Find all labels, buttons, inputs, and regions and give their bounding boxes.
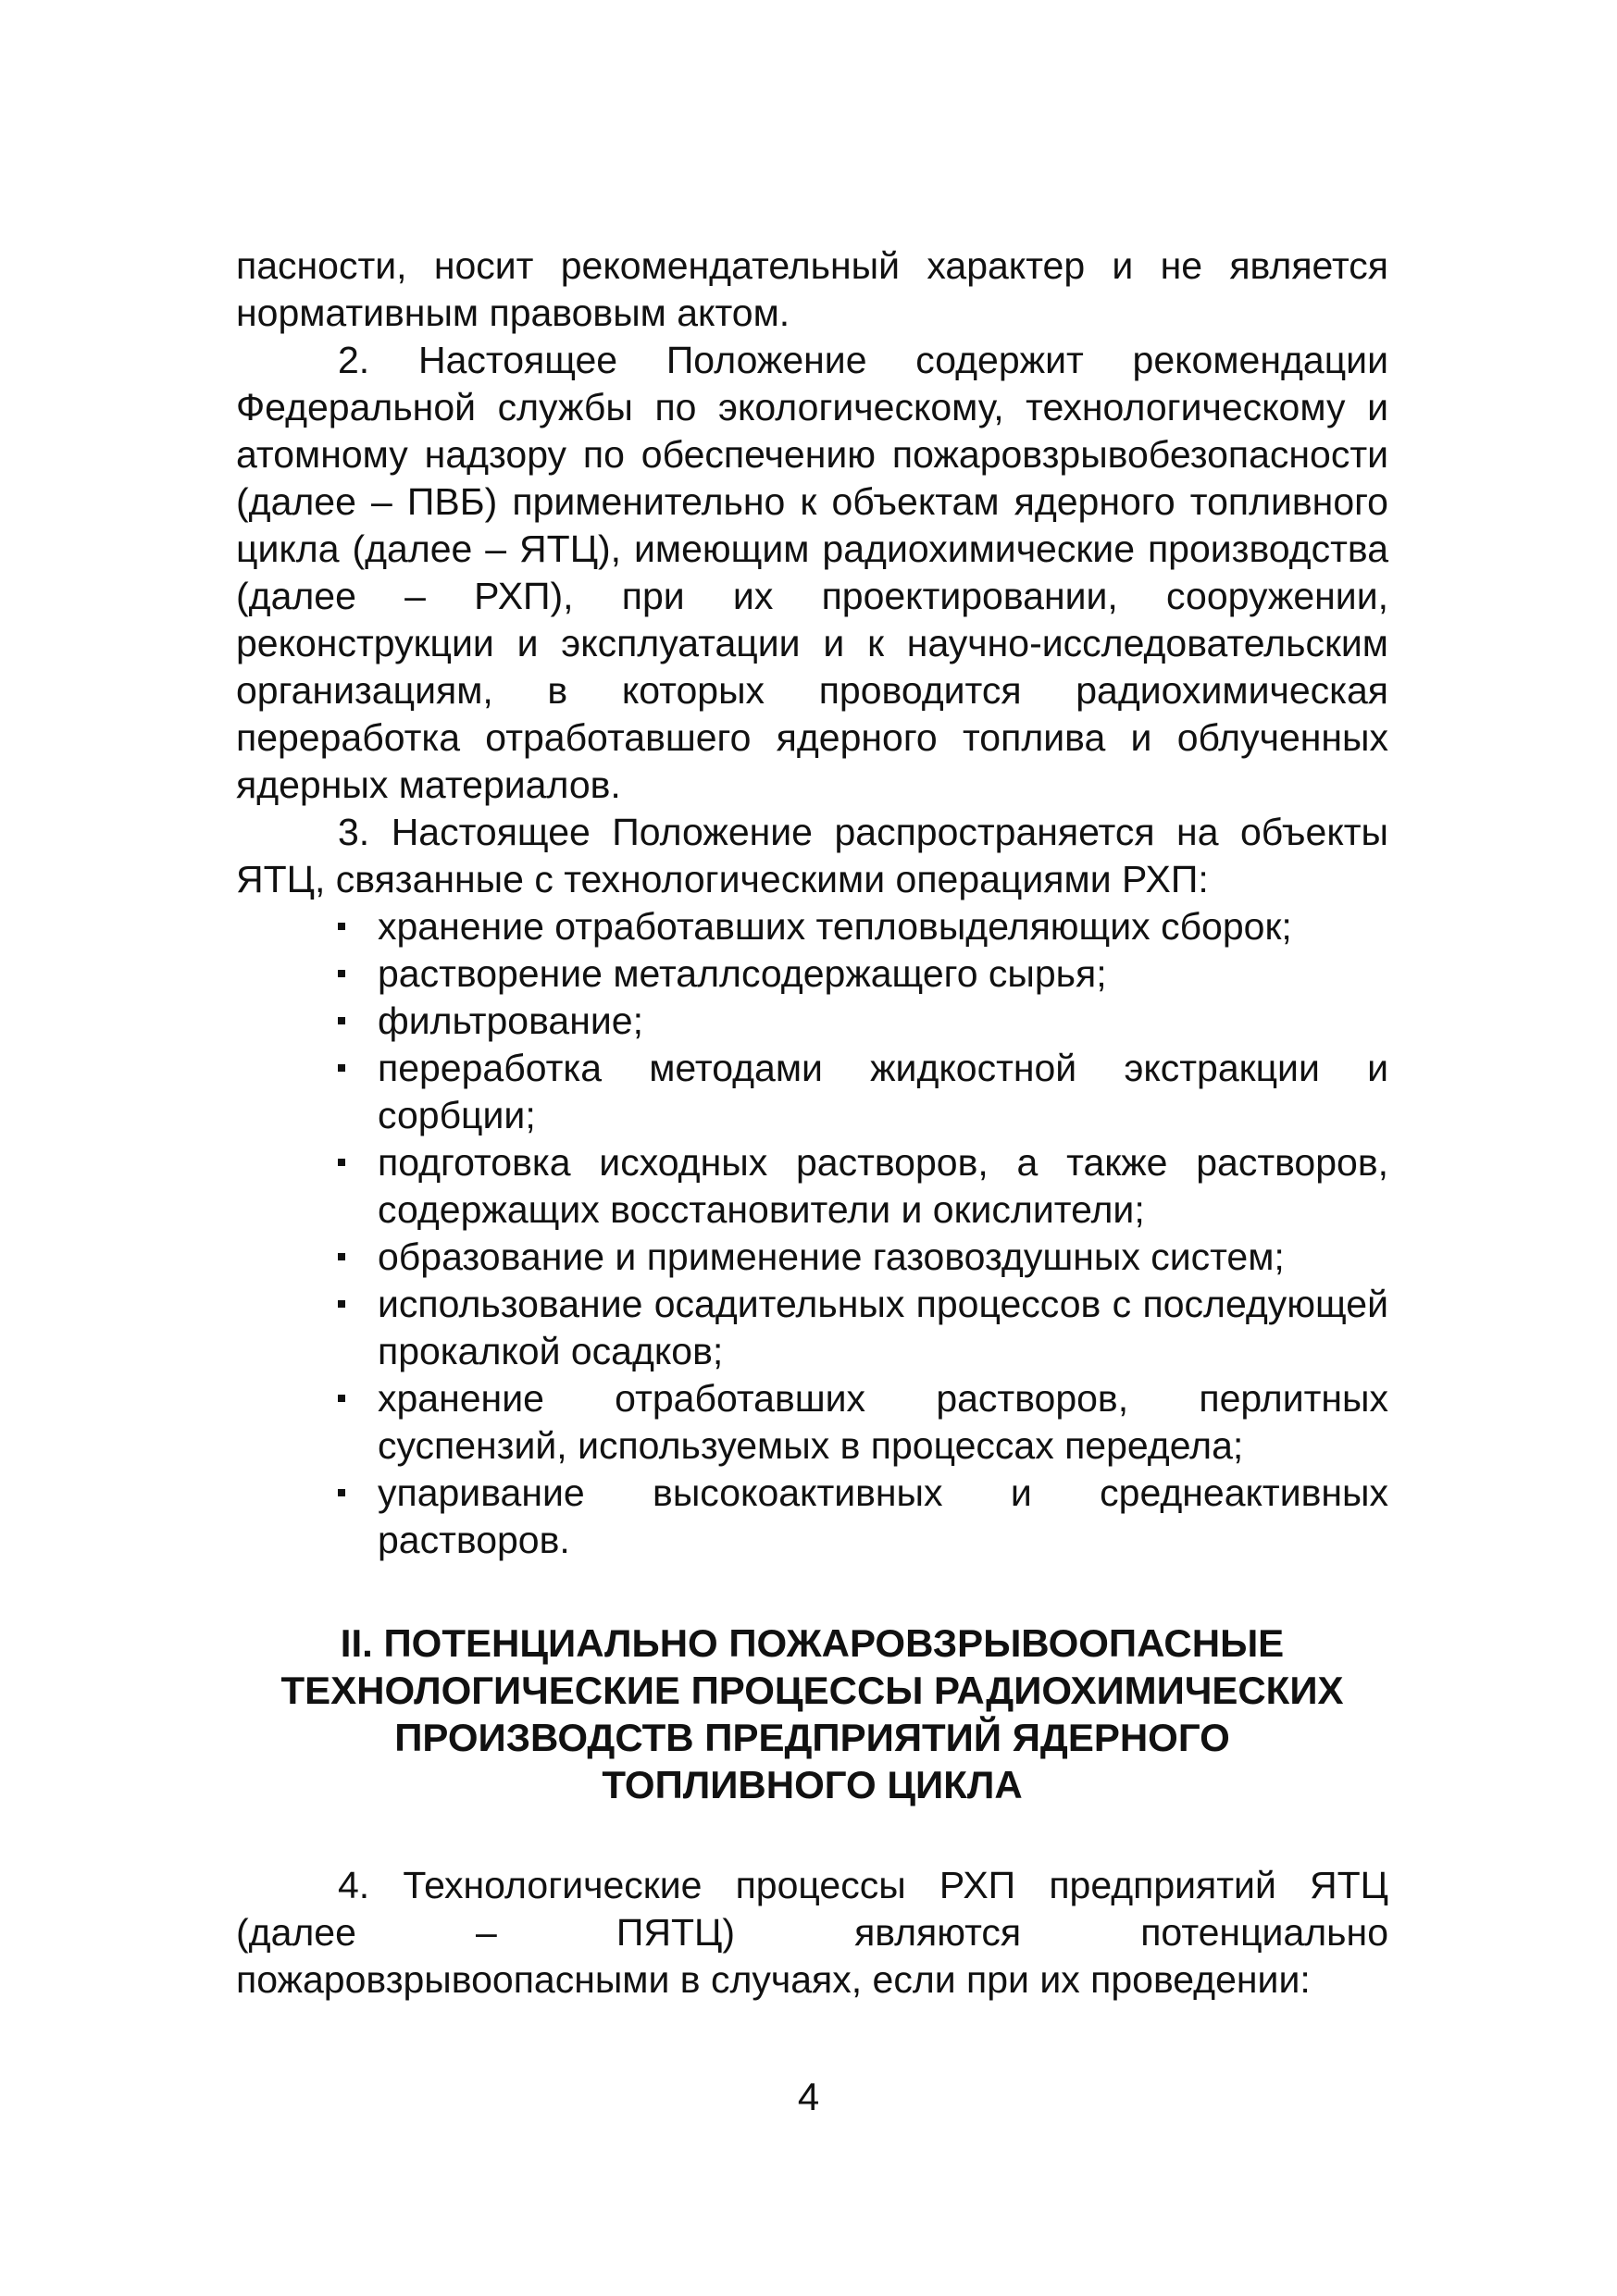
list-item xyxy=(378,1470,1388,1564)
section-heading-line: ТЕХНОЛОГИЧЕСКИЕ ПРОЦЕССЫ РАДИОХИМИЧЕСКИХ xyxy=(280,1669,1344,1712)
list-item xyxy=(378,950,1388,998)
list-item-text: упаривание высокоактивных и среднеактивных растворов. xyxy=(378,1471,1388,1561)
list-item xyxy=(378,1045,1388,1139)
intro-paragraph: пасности, носит рекомендательный характер и не является нормативным правовым актом. xyxy=(236,244,1388,334)
list-item xyxy=(378,998,1388,1045)
section-heading-line: ТОПЛИВНОГО ЦИКЛА xyxy=(602,1763,1023,1806)
bullet-icon xyxy=(338,1300,345,1308)
bullet-icon xyxy=(338,1017,345,1024)
list-item xyxy=(378,903,1388,950)
bullet-icon xyxy=(338,1159,345,1166)
paragraph-4: 4. Технологические процессы РХП предприятий ЯТЦ (далее – ПЯТЦ) являются потенциально пожаровзрывоопасными в случаях, если при их проведении: xyxy=(236,1864,1388,2001)
list-item-text: использование осадительных процессов с последующей прокалкой осадков; xyxy=(378,1283,1388,1372)
list-item-text: фильтрование; xyxy=(378,999,643,1042)
body-text xyxy=(236,242,1388,2004)
bullet-icon xyxy=(338,970,345,977)
bullet-icon xyxy=(338,923,345,930)
bullet-icon xyxy=(338,1253,345,1260)
list-item-text: подготовка исходных растворов, а также растворов, содержащих восстановители и окислители; xyxy=(378,1141,1388,1231)
list-item-text: образование и применение газовоздушных систем; xyxy=(378,1235,1285,1278)
section-heading-line: ПРОИЗВОДСТВ ПРЕДПРИЯТИЙ ЯДЕРНОГО xyxy=(394,1716,1230,1759)
bullet-icon xyxy=(338,1395,345,1402)
list-item xyxy=(378,1234,1388,1281)
page-number: 4 xyxy=(797,2075,820,2118)
paragraph-3: 3. Настоящее Положение распространяется на объекты ЯТЦ, связанные с технологическими операциями РХП: xyxy=(236,811,1388,900)
bullet-icon xyxy=(338,1489,345,1496)
section-heading xyxy=(236,1620,1388,1808)
list-item-text: хранение отработавших тепловыделяющих сборок; xyxy=(378,905,1292,948)
section-heading-line: II. ПОТЕНЦИАЛЬНО ПОЖАРОВЗРЫВООПАСНЫЕ xyxy=(340,1621,1285,1665)
list-item xyxy=(378,1139,1388,1234)
list-item xyxy=(378,1375,1388,1470)
paragraph-2: 2. Настоящее Положение содержит рекомендации Федеральной службы по экологическому, технологическому и атомному надзору по обеспечению пожаровзрывобезопасности (далее – ПВБ) применительно к объектам ядерного топливного цикла (далее – ЯТЦ), имеющим радиохимические производства (далее – РХП), при их проектировании, сооружении, реконструкции и эксплуатации и к научно-исследовательским организациям, в которых проводится радиохимическая переработка отработавшего ядерного топлива и облученных ядерных материалов. xyxy=(236,339,1388,806)
list-item-text: растворение металлсодержащего сырья; xyxy=(378,952,1107,995)
list-item-text: хранение отработавших растворов, перлитных суспензий, используемых в процессах передела; xyxy=(378,1377,1388,1467)
process-list xyxy=(236,903,1388,1564)
list-item-text: переработка методами жидкостной экстракции и сорбции; xyxy=(378,1047,1388,1136)
bullet-icon xyxy=(338,1064,345,1072)
list-item xyxy=(378,1281,1388,1375)
